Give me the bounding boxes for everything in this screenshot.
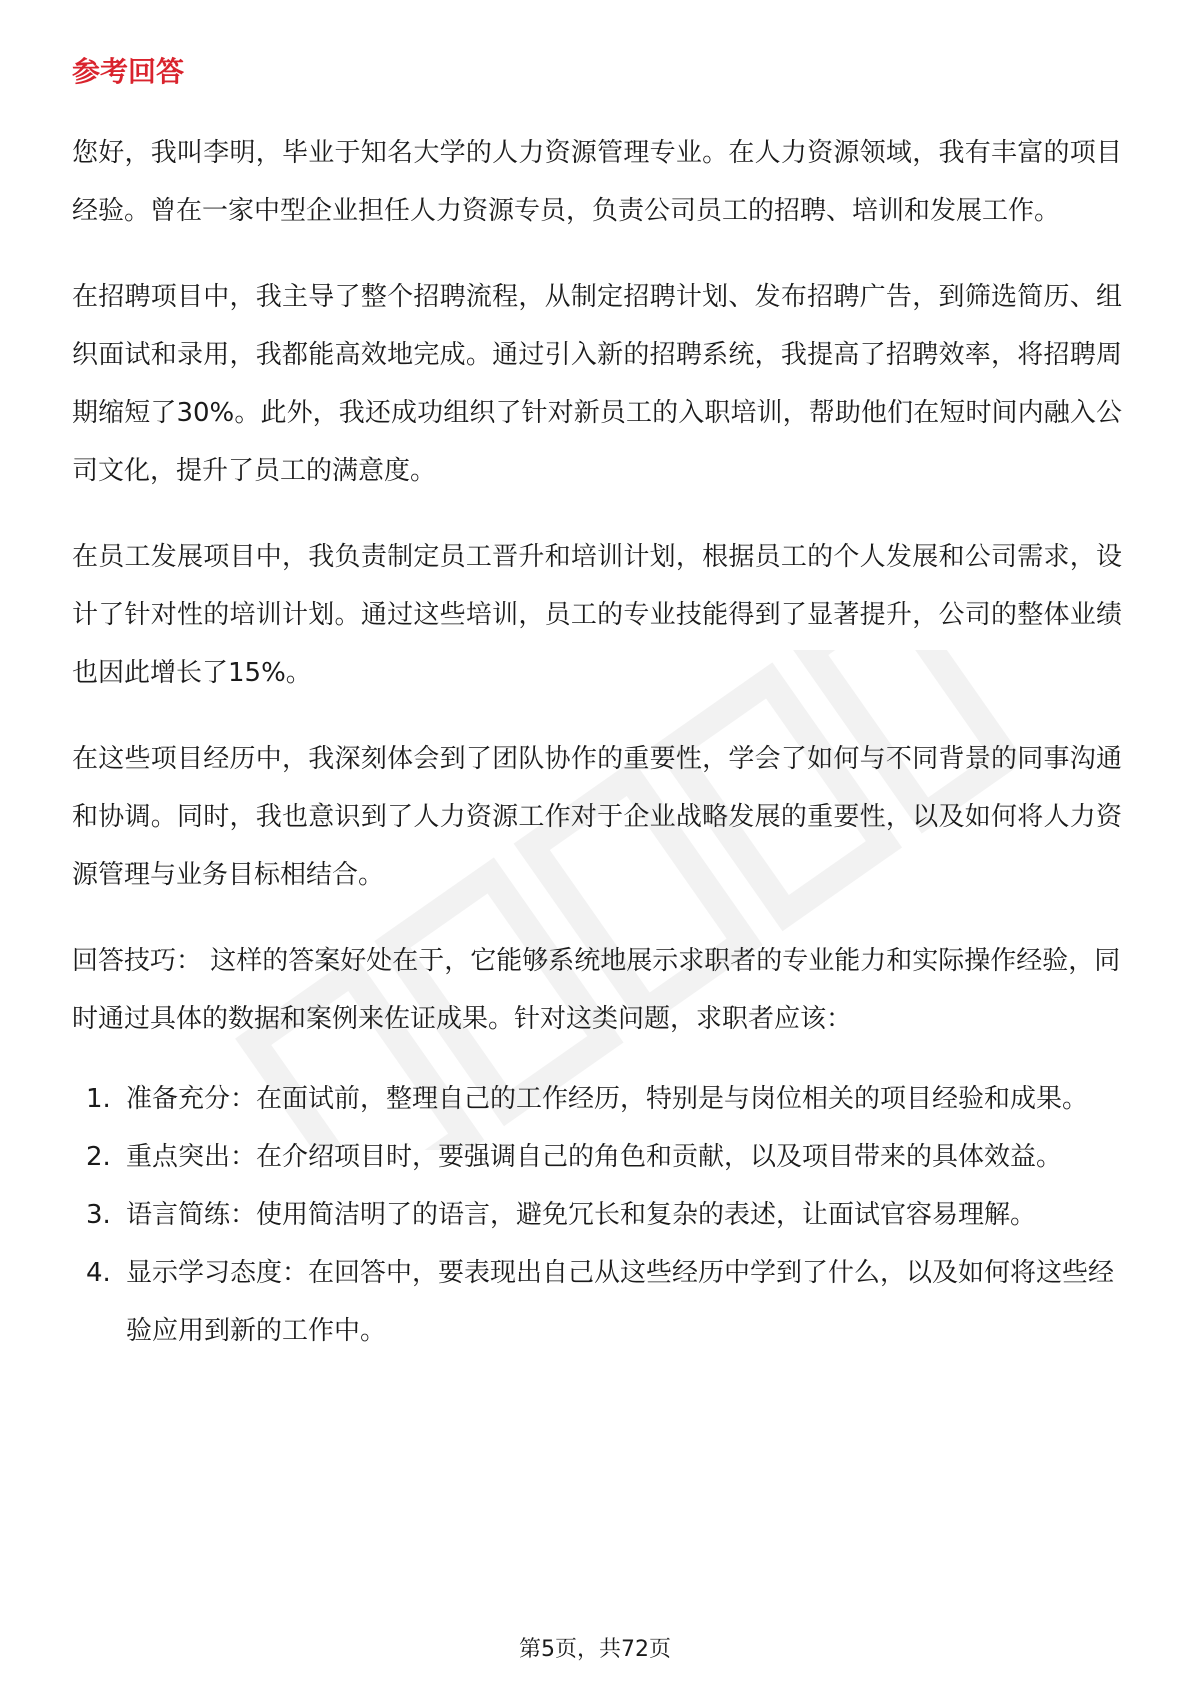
- list-item-text: 重点突出：在介绍项目时，要强调自己的角色和贡献，以及项目带来的具体效益。: [126, 1142, 1063, 1172]
- list-item: [72, 1186, 1122, 1244]
- tips-intro: 回答技巧： 这样的答案好处在于，它能够系统地展示求职者的专业能力和实际操作经验，同时通过具体的数据和案例来佐证成果。针对这类问题，求职者应该：: [72, 946, 1121, 1034]
- list-item-text: 准备充分：在面试前，整理自己的工作经历，特别是与岗位相关的项目经验和成果。: [126, 1084, 1089, 1114]
- list-item: [72, 1244, 1122, 1360]
- section-title: 参考回答: [72, 55, 185, 88]
- list-item-text: 语言简练：使用简洁明了的语言，避免冗长和复杂的表述，让面试官容易理解。: [126, 1200, 1037, 1230]
- document-body: [72, 50, 1122, 1360]
- paragraph-recruitment: 在招聘项目中，我主导了整个招聘流程，从制定招聘计划、发布招聘广告，到筛选简历、组织面试和录用，我都能高效地完成。通过引入新的招聘系统，我提高了招聘效率，将招聘周期缩短了30%。此外，我还成功组织了针对新员工的入职培训，帮助他们在短时间内融入公司文化，提升了员工的满意度。: [72, 282, 1122, 486]
- list-item-number: 4.: [86, 1258, 111, 1288]
- list-item: [72, 1128, 1122, 1186]
- list-item-text: 显示学习态度：在回答中，要表现出自己从这些经历中学到了什么，以及如何将这些经验应用到新的工作中。: [126, 1258, 1115, 1346]
- paragraph-intro: 您好，我叫李明，毕业于知名大学的人力资源管理专业。在人力资源领域，我有丰富的项目经验。曾在一家中型企业担任人力资源专员，负责公司员工的招聘、培训和发展工作。: [72, 138, 1122, 226]
- tips-list: [72, 1070, 1122, 1360]
- list-item-number: 2.: [86, 1142, 111, 1172]
- paragraph-reflection: 在这些项目经历中，我深刻体会到了团队协作的重要性，学会了如何与不同背景的同事沟通和协调。同时，我也意识到了人力资源工作对于企业战略发展的重要性，以及如何将人力资源管理与业务目标相结合。: [72, 744, 1122, 890]
- page-number-footer: 第5页，共72页: [519, 1637, 671, 1662]
- list-item-number: 3.: [86, 1200, 111, 1230]
- list-item-number: 1.: [86, 1084, 111, 1114]
- list-item: [72, 1070, 1122, 1128]
- paragraph-development: 在员工发展项目中，我负责制定员工晋升和培训计划，根据员工的个人发展和公司需求，设计了针对性的培训计划。通过这些培训，员工的专业技能得到了显著提升，公司的整体业绩也因此增长了15%。: [72, 542, 1122, 688]
